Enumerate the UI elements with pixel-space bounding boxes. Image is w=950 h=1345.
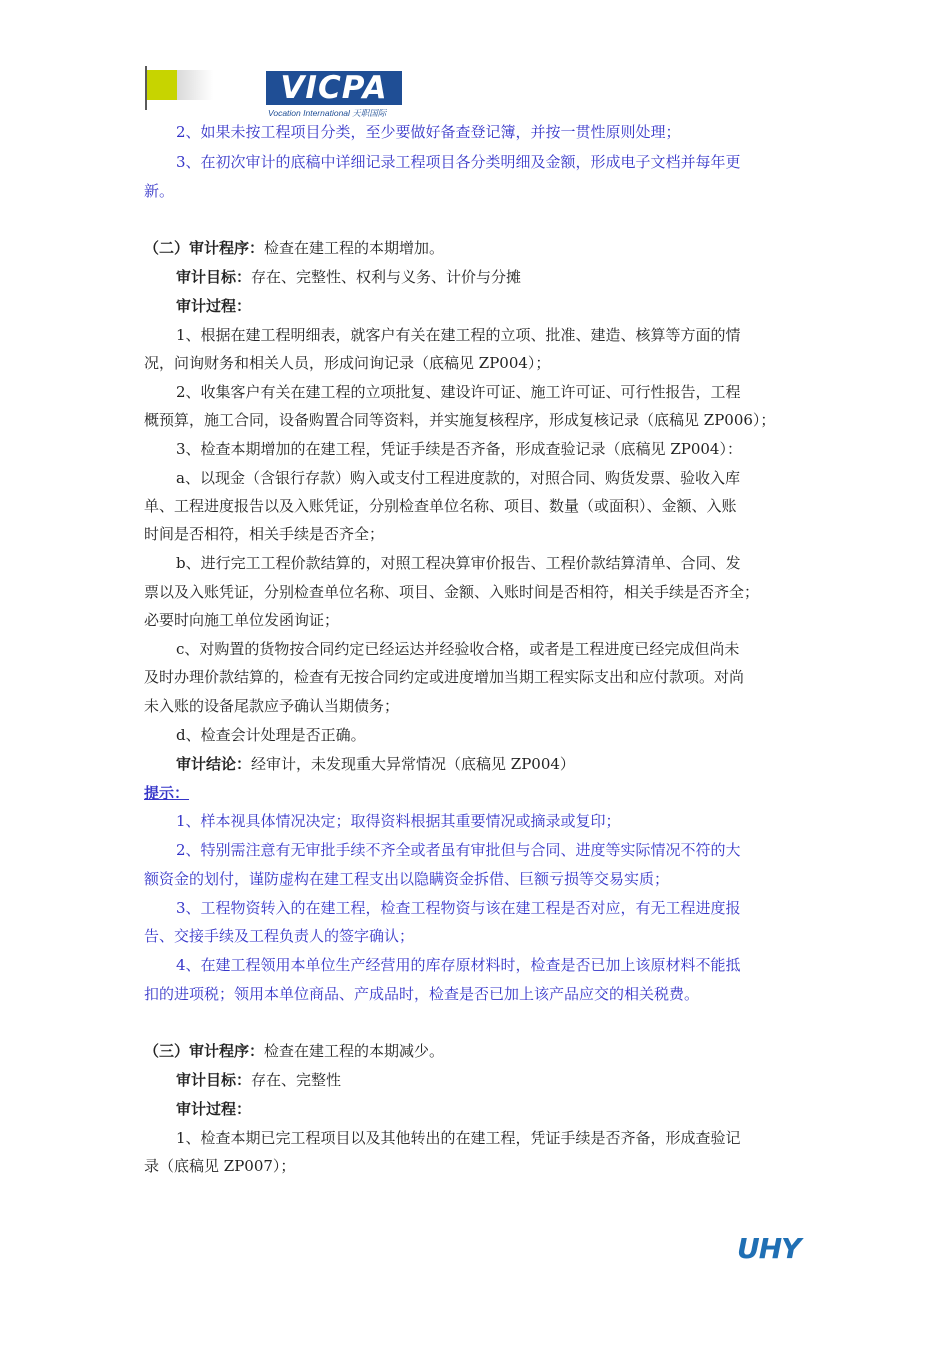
paragraph: 3、在初次审计的底稿中详细记录工程项目各分类明细及金额，形成电子文档并每年更 [176,153,741,171]
tip-item: 告、交接手续及工程负责人的签字确认； [144,927,415,945]
paragraph: d、检查会计处理是否正确。 [176,726,366,744]
logo-sub-text: Vocation International 天职国际 [268,108,387,118]
section-2-title [144,234,809,263]
tip-item: 3、工程物资转入的在建工程，检查工程物资与该在建工程是否对应，有无工程进度报 [176,899,741,917]
header-grey-fade [177,70,213,100]
page-header [0,0,950,120]
section-2-goal [144,263,841,292]
section-3-title-label: （三）审计程序： [144,1042,265,1060]
paragraph: 新。 [144,182,175,200]
paragraph: a、以现金（含银行存款）购入或支付工程进度款的，对照合同、购货发票、验收入库 [176,469,740,487]
section-2-title-label: （二）审计程序： [144,239,265,257]
goal-text: 存在、完整性 [251,1071,342,1089]
paragraph: 票以及入账凭证，分别检查单位名称、项目、金额、入账时间是否相符，相关手续是否齐全； [144,583,760,601]
section-2-title-text: 检查在建工程的本期增加。 [264,239,445,257]
goal-label: 审计目标： [176,268,252,286]
logo-main-text: VICPA [266,71,402,105]
process-label: 审计过程： [176,297,252,315]
uhy-logo: UHY [737,1232,801,1265]
tip-label [144,779,809,808]
paragraph: 单、工程进度报告以及入账凭证，分别检查单位名称、项目、数量（或面积）、金额、入账 [144,497,737,515]
tip-item: 4、在建工程领用本单位生产经营用的库存原材料时，检查是否已加上该原材料不能抵 [176,956,741,974]
paragraph: 2、收集客户有关在建工程的立项批复、建设许可证、施工许可证、可行性报告，工程 [176,383,741,401]
goal-text: 存在、完整性、权利与义务、计价与分摊 [251,268,522,286]
vicpa-logo [266,71,402,119]
header-green-block [147,70,177,100]
section-2-conclusion [144,750,841,779]
paragraph: 必要时向施工单位发函询证； [144,611,340,629]
conclusion-text: 经审计，未发现重大异常情况（底稿见 ZP004） [251,755,575,773]
tip-item: 额资金的划付，谨防虚构在建工程支出以隐瞒资金拆借、巨额亏损等交易实质； [144,870,670,888]
paragraph: 3、检查本期增加的在建工程，凭证手续是否齐备，形成查验记录（底稿见 ZP004）： [176,440,742,458]
paragraph: 1、检查本期已完工程项目以及其他转出的在建工程，凭证手续是否齐备，形成查验记 [176,1129,741,1147]
paragraph: b、进行完工工程价款结算的，对照工程决算审价报告、工程价款结算清单、合同、发 [176,554,741,572]
tip-label-text: 提示： [144,784,190,802]
goal-label: 审计目标： [176,1071,252,1089]
tip-item: 1、样本视具体情况决定；取得资料根据其重要情况或摘录或复印； [176,812,621,830]
section-3-title [144,1037,809,1066]
tip-item: 扣的进项税；领用本单位商品、产成品时，检查是否已加上该产品应交的相关税费。 [144,985,700,1003]
paragraph: 2、如果未按工程项目分类，至少要做好备查登记簿，并按一贯性原则处理； [176,123,681,141]
paragraph: 时间是否相符，相关手续是否齐全； [144,525,385,543]
paragraph: 概预算，施工合同，设备购置合同等资料，并实施复核程序，形成复核记录（底稿见 ZP006）； [144,411,776,429]
paragraph: c、对购置的货物按合同约定已经运达并经验收合格，或者是工程进度已经完成但尚未 [176,640,740,658]
section-3-title-text: 检查在建工程的本期减少。 [264,1042,445,1060]
paragraph: 未入账的设备尾款应予确认当期债务； [144,697,400,715]
paragraph: 1、根据在建工程明细表，就客户有关在建工程的立项、批准、建造、核算等方面的情 [176,326,741,344]
process-label: 审计过程： [176,1100,252,1118]
paragraph: 录（底稿见 ZP007）； [144,1157,296,1175]
paragraph: 及时办理价款结算的，检查有无按合同约定或进度增加当期工程实际支出和应付款项。对尚 [144,668,745,686]
conclusion-label: 审计结论： [176,755,252,773]
section-3-goal [144,1066,841,1095]
tip-item: 2、特别需注意有无审批手续不齐全或者虽有审批但与合同、进度等实际情况不符的大 [176,841,741,859]
paragraph: 况，问询财务和相关人员，形成问询记录（底稿见 ZP004）； [144,354,551,372]
